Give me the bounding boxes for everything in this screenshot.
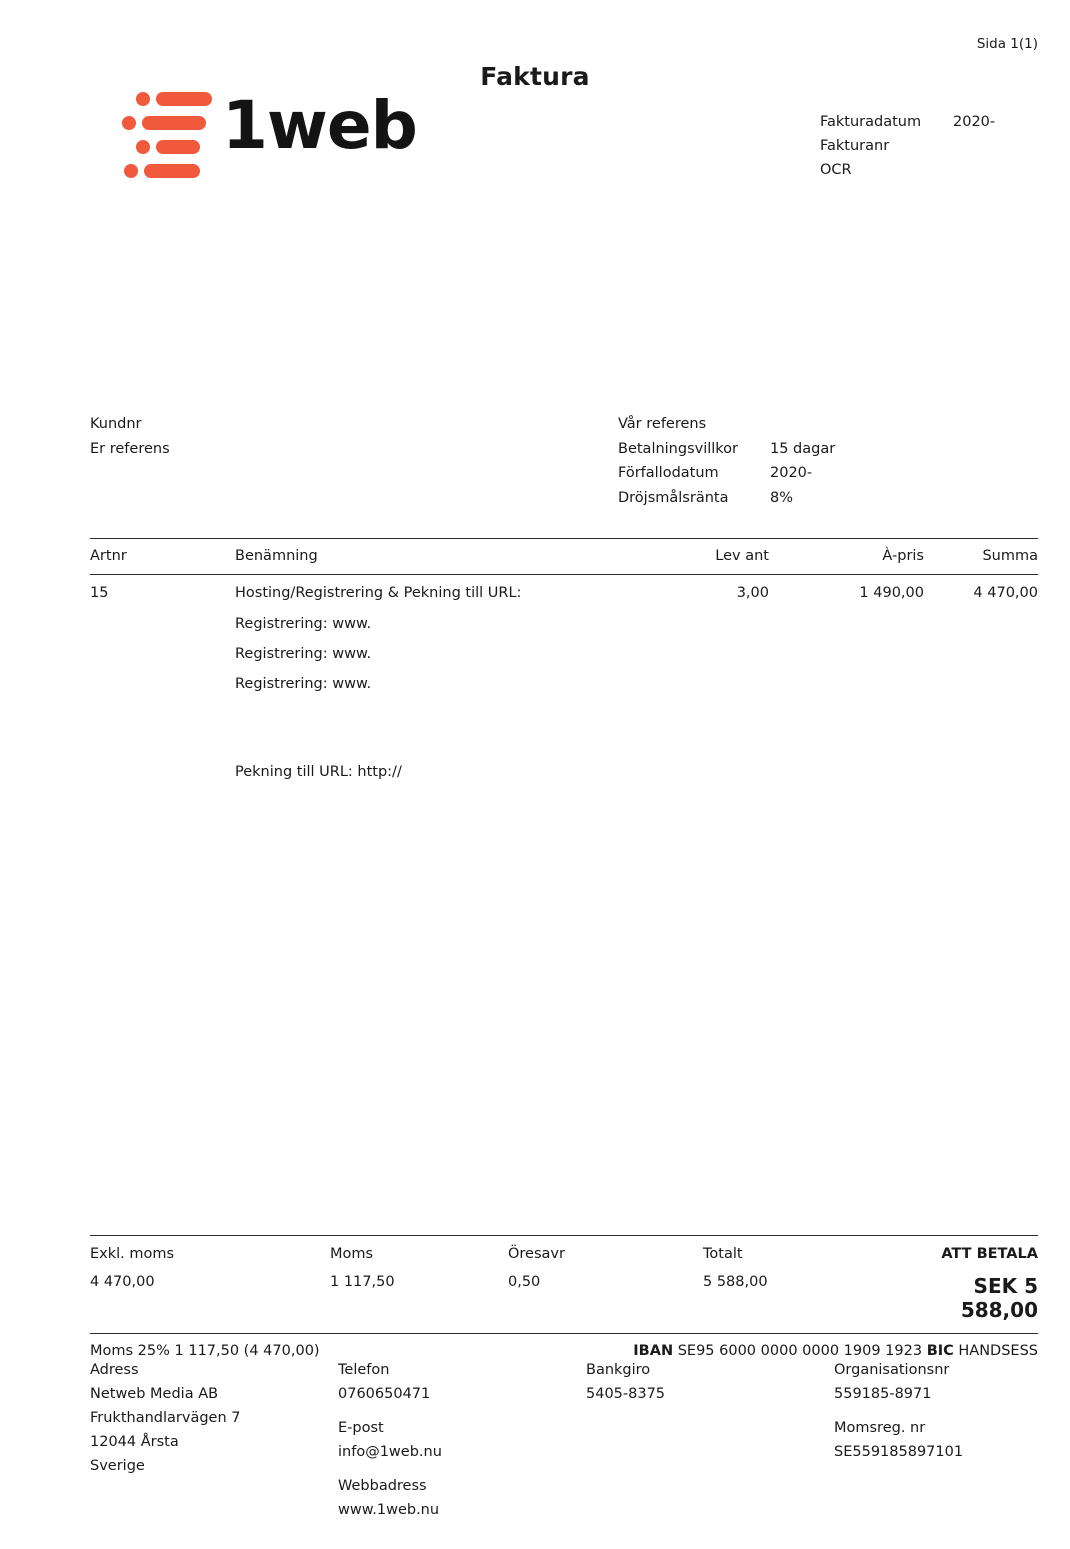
footer-address-line-2: Frukthandlarvägen 7 — [90, 1410, 241, 1426]
totals-label-moms: Moms — [330, 1246, 374, 1262]
totals-value-oresavr: 0,50 — [508, 1274, 541, 1290]
subline-registrering-2: Registrering: www. — [235, 646, 372, 662]
ref-label-betalningsvillkor: Betalningsvillkor — [618, 440, 739, 457]
ref-label-er-referens: Er referens — [90, 440, 170, 457]
column-header-artnr: Artnr — [90, 548, 127, 564]
page-number: Sida 1(1) — [976, 36, 1038, 52]
ref-label-kundnr: Kundnr — [90, 416, 142, 432]
footer-group-email — [338, 1416, 586, 1464]
totals-label-oresavr: Öresavr — [508, 1246, 565, 1262]
ref-row-var-referens — [618, 412, 835, 437]
totals-label-exkl-moms: Exkl. moms — [90, 1246, 175, 1262]
ref-row-kundnr — [90, 412, 242, 437]
vat-specification: Moms 25% 1 117,50 (4 470,00) — [90, 1343, 320, 1359]
footer-value-orgnr: 559185-8971 — [834, 1386, 932, 1402]
ref-value-betalningsvillkor: 15 dagar — [770, 440, 836, 457]
iban-bic-line — [633, 1343, 1038, 1359]
cell-a-pris: 1 490,00 — [859, 585, 924, 601]
totals-label-att-betala: ATT BETALA — [941, 1246, 1038, 1262]
footer-column-contact — [338, 1358, 586, 1532]
ref-value-forfallodatum: 2020- — [770, 465, 813, 481]
logo-text: 1web — [222, 87, 417, 164]
iban-label: IBAN — [633, 1343, 674, 1359]
cell-benamning — [235, 585, 639, 787]
footer-value-web[interactable]: www.1web.nu — [338, 1502, 440, 1518]
column-header-lev-ant: Lev ant — [715, 548, 769, 564]
totals-value-moms: 1 117,50 — [330, 1274, 395, 1290]
cell-summa: 4 470,00 — [973, 585, 1038, 601]
totals-value-att-betala: SEK 5 588,00 — [960, 1274, 1038, 1322]
column-header-summa: Summa — [982, 548, 1038, 564]
ref-row-forfallodatum — [618, 461, 835, 486]
invoice-terms-block — [618, 412, 835, 510]
totals-header-row — [90, 1236, 1038, 1262]
meta-row-ocr — [820, 158, 995, 182]
meta-label-ocr: OCR — [820, 162, 852, 178]
table-header-row — [90, 539, 1038, 574]
footer-group-web — [338, 1474, 586, 1522]
totals-label-totalt: Totalt — [703, 1246, 743, 1262]
footer-head-bankgiro: Bankgiro — [586, 1362, 651, 1378]
footer-head-orgnr: Organisationsnr — [834, 1362, 950, 1378]
meta-value-fakturadatum: 2020- — [953, 114, 996, 130]
footer-value-bankgiro: 5405-8375 — [586, 1386, 666, 1402]
page-title: Faktura — [480, 62, 590, 91]
cell-benamning-sublines — [235, 609, 639, 787]
company-logo — [118, 88, 428, 188]
totals-value-totalt: 5 588,00 — [703, 1274, 768, 1290]
footer-value-vatnr: SE559185897101 — [834, 1444, 964, 1460]
cell-lev-ant: 3,00 — [736, 585, 769, 601]
ref-label-forfallodatum: Förfallodatum — [618, 465, 719, 481]
ref-row-drojsmalsranta — [618, 486, 835, 511]
footer-head-email: E-post — [338, 1420, 384, 1436]
subline-registrering-1: Registrering: www. — [235, 616, 372, 632]
footer-head-vatnr: Momsreg. nr — [834, 1420, 926, 1436]
ref-row-er-referens — [90, 437, 242, 462]
meta-row-fakturanr — [820, 134, 995, 158]
subline-registrering-3: Registrering: www. — [235, 676, 372, 692]
footer-column-org — [834, 1358, 1038, 1532]
meta-row-fakturadatum — [820, 110, 995, 134]
footer-head-web: Webbadress — [338, 1478, 427, 1494]
meta-label-fakturanr: Fakturanr — [820, 138, 890, 154]
footer-address-line-4: Sverige — [90, 1458, 145, 1474]
cell-benamning-title: Hosting/Registrering & Pekning till URL: — [235, 585, 522, 601]
totals-values-row — [90, 1262, 1038, 1333]
footer-value-email[interactable]: info@1web.nu — [338, 1444, 442, 1460]
ref-label-var-referens: Vår referens — [618, 416, 707, 432]
invoice-meta — [820, 110, 995, 182]
footer-column-address — [90, 1358, 338, 1532]
logo-mark-icon — [118, 88, 218, 184]
column-header-a-pris: À-pris — [882, 548, 924, 564]
table-row — [90, 575, 1038, 787]
ref-label-drojsmalsranta: Dröjsmålsränta — [618, 489, 729, 506]
cell-artnr: 15 — [90, 585, 109, 601]
subline-pekning-url: Pekning till URL: http:// — [235, 764, 402, 780]
bic-label: BIC — [926, 1343, 954, 1359]
footer-value-phone: 0760650471 — [338, 1386, 431, 1402]
footer-group-phone — [338, 1358, 586, 1406]
meta-label-fakturadatum: Fakturadatum — [820, 114, 922, 130]
footer-column-bankgiro — [586, 1358, 834, 1532]
ref-row-betalningsvillkor — [618, 437, 835, 462]
subline-spacer — [235, 699, 639, 757]
totals-section — [90, 1235, 1038, 1359]
footer-head-phone: Telefon — [338, 1362, 390, 1378]
footer-group-vatnr — [834, 1416, 1038, 1464]
column-header-benamning: Benämning — [235, 548, 318, 564]
customer-reference-block — [90, 412, 242, 461]
footer-head-address: Adress — [90, 1362, 139, 1378]
footer-section — [90, 1358, 1038, 1532]
footer-address-line-1: Netweb Media AB — [90, 1386, 219, 1402]
bic-value: HANDSESS — [958, 1343, 1038, 1359]
footer-address-line-3: 12044 Årsta — [90, 1434, 179, 1450]
line-items-table — [90, 538, 1038, 787]
totals-value-exkl-moms: 4 470,00 — [90, 1274, 155, 1290]
vat-and-bank-line — [90, 1334, 1038, 1359]
ref-value-drojsmalsranta: 8% — [770, 489, 794, 506]
footer-group-orgnr — [834, 1358, 1038, 1406]
iban-value: SE95 6000 0000 0000 1909 1923 — [677, 1343, 923, 1359]
